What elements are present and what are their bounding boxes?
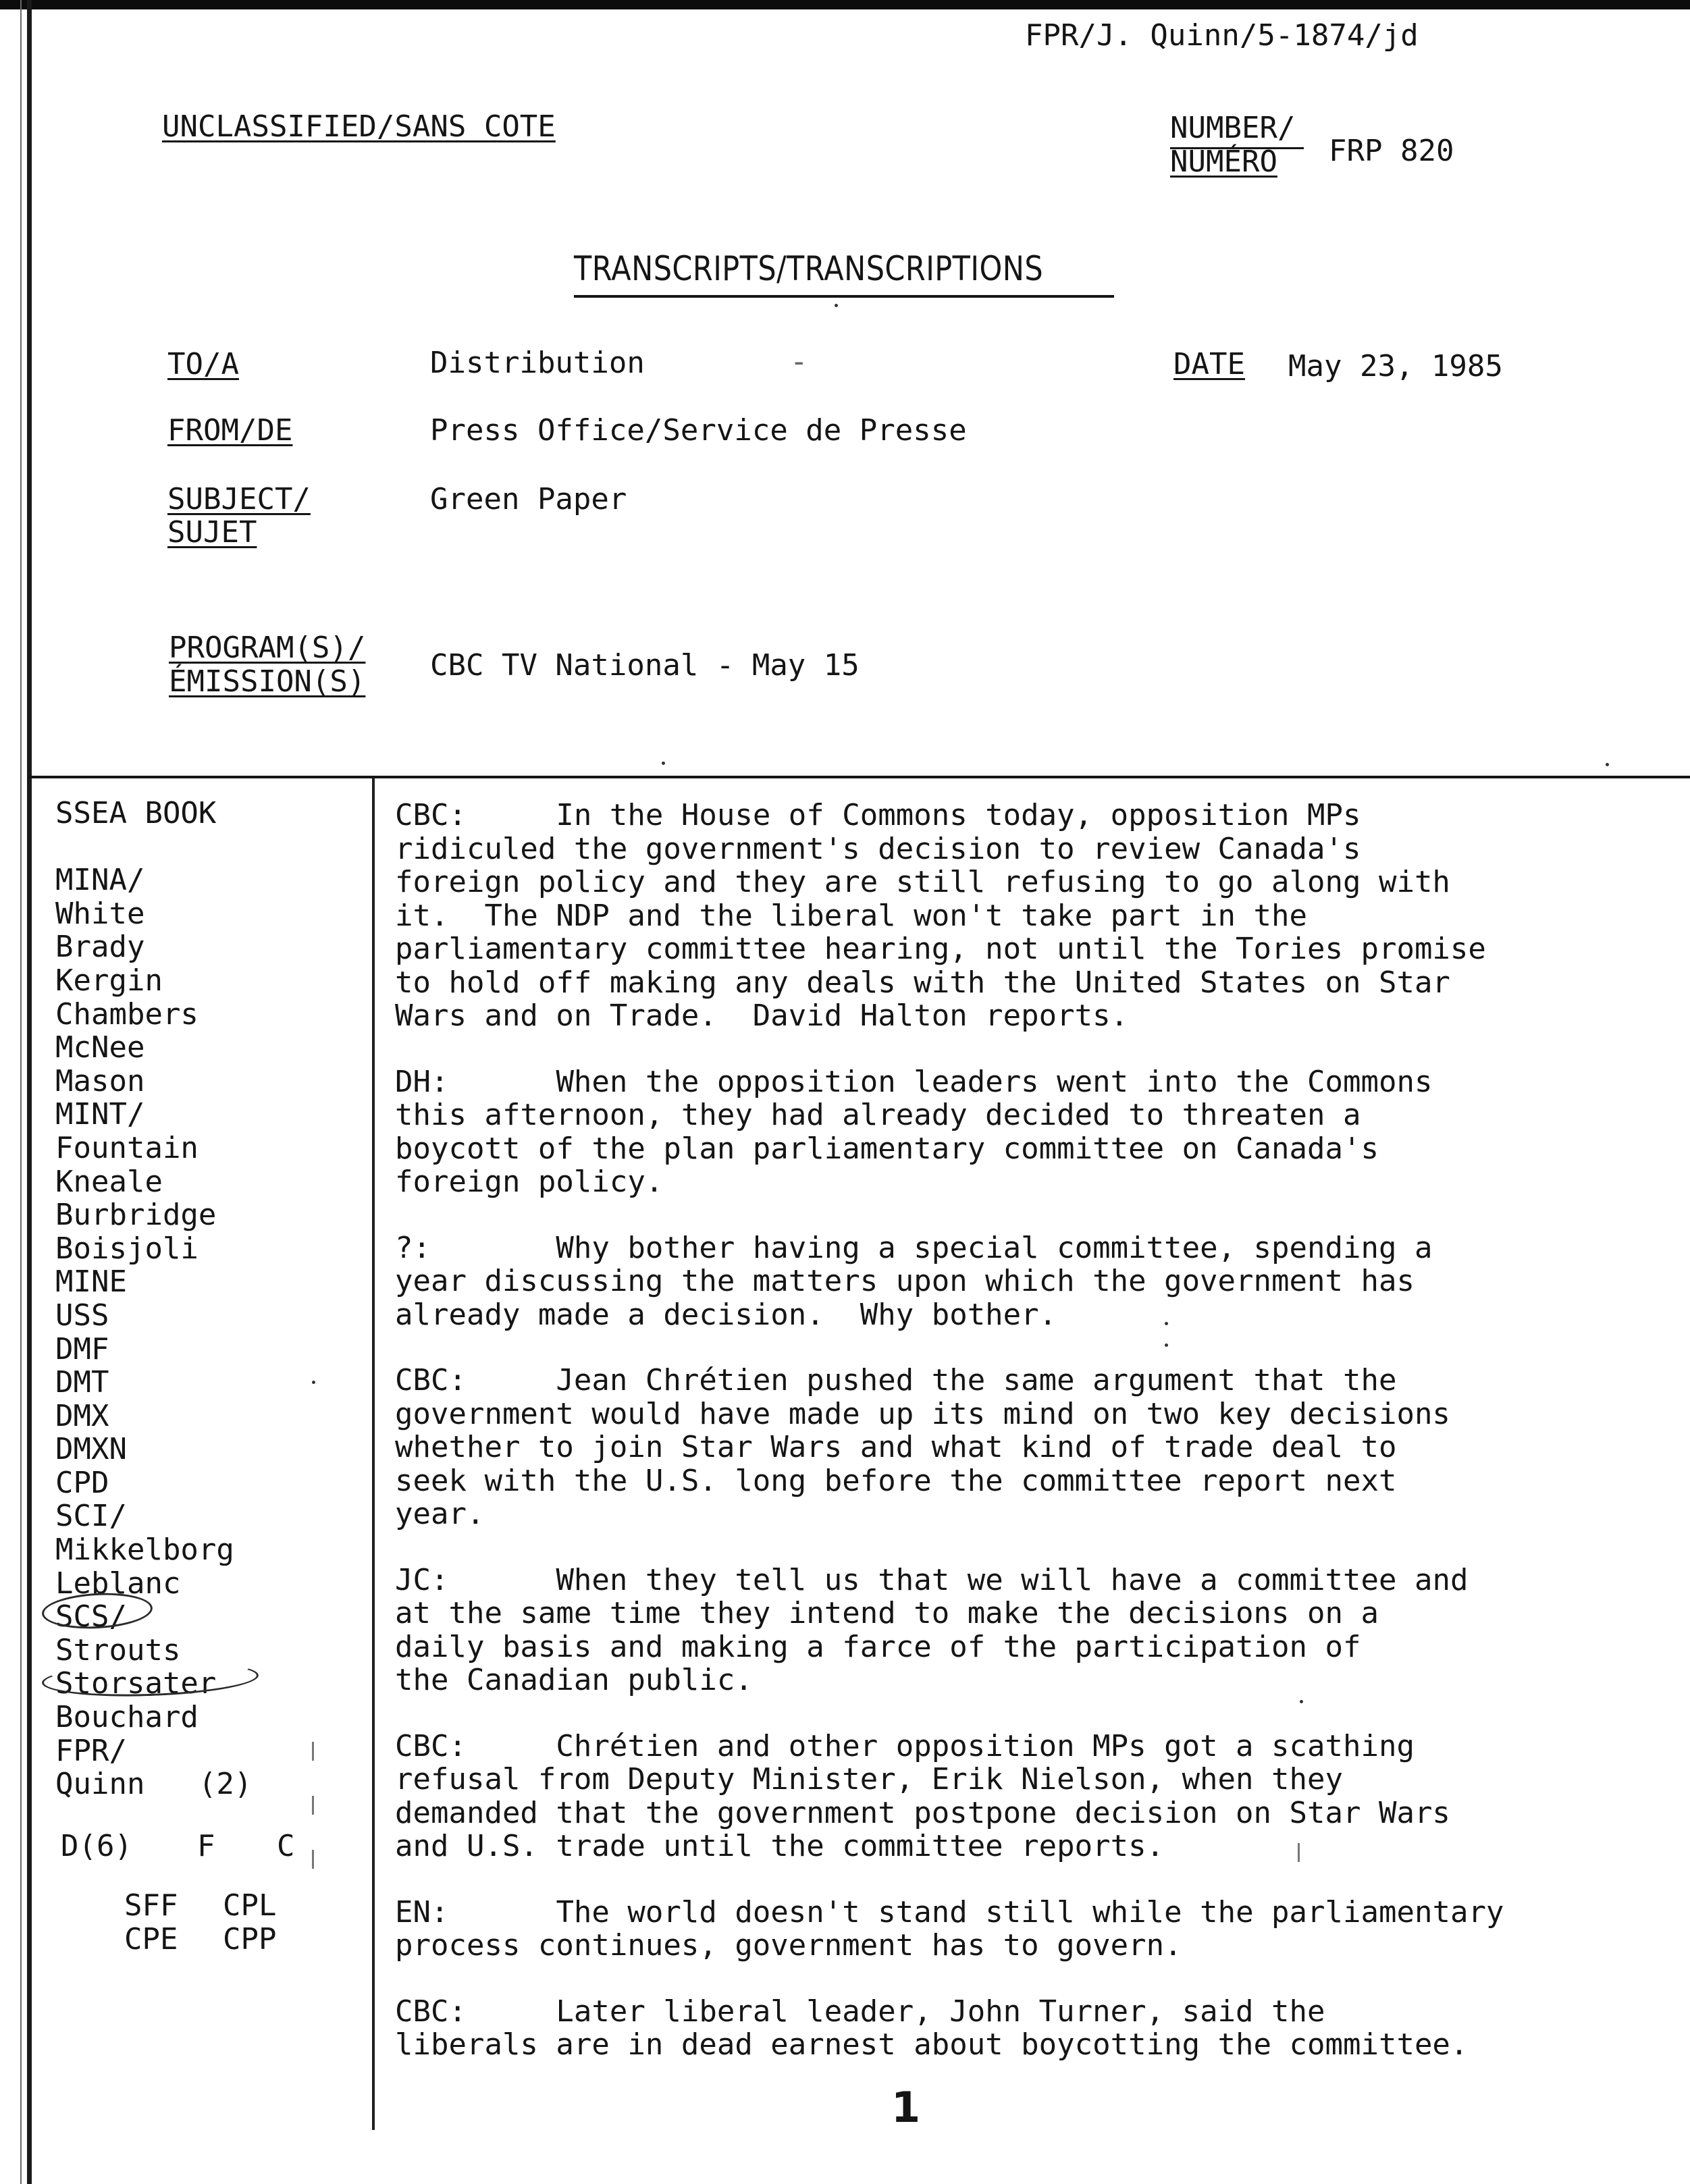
subject-value: Green Paper: [430, 482, 627, 516]
scan-speck: [1165, 1322, 1168, 1325]
distribution-name-circled: Storsater: [55, 1666, 217, 1701]
left-margin-rule: [27, 0, 32, 2184]
left-margin-rule-thin: [20, 0, 22, 2184]
transcript-line: boycott of the plan parliamentary committee on Canada's: [395, 1131, 1379, 1166]
date-label: DATE: [1173, 347, 1245, 381]
distribution-name: Bouchard: [55, 1700, 199, 1735]
speaker-label: JC:: [395, 1562, 449, 1597]
distribution-name: Brady: [55, 930, 145, 965]
distribution-name: Fountain: [55, 1130, 199, 1165]
code-c: C: [277, 1829, 295, 1863]
transcript-line: parliamentary committee hearing, not until the Tories promise: [395, 932, 1486, 966]
transcript-line: already made a decision. Why bother.: [395, 1297, 1057, 1332]
distribution-name-circled: SCS/: [55, 1599, 127, 1634]
distribution-name: McNee: [55, 1030, 145, 1065]
scan-speck: [1165, 1343, 1168, 1347]
scan-mark: [1298, 1843, 1300, 1862]
transcript-paragraph: [395, 1231, 1678, 1332]
document-title: TRANSCRIPTS/TRANSCRIPTIONS: [574, 249, 1044, 288]
distribution-name: Mikkelborg: [55, 1533, 234, 1568]
distribution-heading: SSEA BOOK: [55, 796, 217, 830]
transcript-line: ridiculed the government's decision to review Canada's: [395, 831, 1361, 866]
transcript-line: demanded that the government postpone decision on Star Wars: [395, 1795, 1450, 1830]
transcript-line: at the same time they intend to make the decisions on a: [395, 1596, 1379, 1630]
transcript-line: When the opposition leaders went into the Commons: [556, 1064, 1433, 1099]
sujet-label: SUJET: [167, 515, 257, 550]
to-label: TO/A: [167, 347, 239, 381]
transcript-paragraph: [395, 799, 1678, 1033]
code-d6: D(6): [61, 1829, 132, 1863]
transcript-line: this afternoon, they had already decided to threaten a: [395, 1098, 1361, 1132]
distribution-name: Mason: [55, 1063, 145, 1098]
distribution-name: CPD: [55, 1465, 109, 1500]
distribution-name: White: [55, 896, 145, 931]
numero-label: NUMÉRO: [1170, 144, 1277, 179]
distribution-name: Kergin: [55, 963, 163, 998]
transcript-line: Wars and on Trade. David Halton reports.: [395, 998, 1129, 1033]
transcript-line: In the House of Commons today, opposition MPs: [556, 798, 1361, 832]
transcript-line: year.: [395, 1497, 485, 1531]
transcript-paragraph: [395, 1564, 1678, 1697]
transcript-line: foreign policy and they are still refusing to go along with: [395, 865, 1450, 899]
title-underline: [574, 295, 1114, 298]
transcript-paragraph: [395, 1364, 1678, 1531]
code-cpl: CPL: [223, 1888, 277, 1923]
transcript-line: refusal from Deputy Minister, Erik Nielson, when they: [395, 1762, 1343, 1796]
document-number: FRP 820: [1329, 134, 1454, 168]
transcript-paragraph: [395, 1065, 1678, 1199]
transcript-line: and U.S. trade until the committee reports.: [395, 1829, 1165, 1863]
distribution-name: Boisjoli: [55, 1231, 199, 1266]
scan-speck: [1606, 763, 1609, 766]
emission-label: ÉMISSION(S): [169, 664, 366, 699]
from-label: FROM/DE: [167, 413, 293, 448]
distribution-count: (2): [198, 1767, 253, 1802]
transcript-line: process continues, government has to govern.: [395, 1928, 1182, 1963]
column-divider: [372, 778, 375, 2130]
speaker-label: CBC:: [395, 1994, 467, 2029]
scan-mark: [312, 1850, 314, 1869]
transcript-line: Jean Chrétien pushed the same argument that the: [556, 1363, 1397, 1397]
transcript-line: liberals are in dead earnest about boycotting the committee.: [395, 2027, 1469, 2062]
classification: UNCLASSIFIED/SANS COTE: [162, 109, 556, 144]
scan-mark: [312, 1742, 314, 1761]
section-divider: [27, 776, 1690, 778]
scan-speck: [1300, 1700, 1303, 1703]
speaker-label: CBC:: [395, 1728, 467, 1763]
speaker-label: CBC:: [395, 798, 467, 832]
code-cpe: CPE: [124, 1922, 178, 1956]
distribution-name: Chambers: [55, 996, 199, 1032]
scan-speck: [662, 762, 665, 765]
transcript-line: The world doesn't stand still while the parliamentary: [556, 1894, 1504, 1929]
code-f: F: [197, 1829, 215, 1863]
transcript-line: government would have made up its mind on two key decisions: [395, 1396, 1450, 1431]
distribution-quinn-row: [55, 1767, 252, 1801]
distribution-name: DMXN: [55, 1432, 127, 1467]
transcript-paragraph: [395, 1896, 1678, 1963]
distribution-name: USS: [55, 1298, 109, 1333]
distribution-name: FPR/: [55, 1733, 127, 1768]
distribution-name: Strouts: [55, 1632, 181, 1668]
scan-speck: [835, 304, 838, 307]
transcript-line: it. The NDP and the liberal won't take part in the: [395, 898, 1308, 933]
scan-mark: [312, 1796, 314, 1815]
speaker-label: EN:: [395, 1894, 449, 1929]
from-value: Press Office/Service de Presse: [430, 413, 967, 448]
transcript-paragraph: [395, 1995, 1678, 2062]
transcript-line: daily basis and making a farce of the participation of: [395, 1629, 1361, 1664]
distribution-name: DMT: [55, 1365, 109, 1400]
distribution-name: Quinn: [55, 1767, 145, 1802]
transcript-line: Chrétien and other opposition MPs got a scathing: [556, 1728, 1415, 1763]
distribution-name: MINE: [55, 1264, 127, 1300]
program-label: PROGRAM(S)/: [169, 631, 366, 665]
speaker-label: CBC:: [395, 1363, 467, 1397]
distribution-name: Kneale: [55, 1164, 163, 1199]
distribution-name: SCI/: [55, 1499, 127, 1534]
distribution-name: Leblanc: [55, 1566, 181, 1601]
page-number: 1: [891, 2083, 921, 2132]
distribution-name: MINT/: [55, 1097, 145, 1132]
transcript-line: Why bother having a special committee, spending a: [556, 1230, 1433, 1265]
code-cpp: CPP: [223, 1922, 277, 1956]
to-value: Distribution: [430, 346, 645, 380]
distribution-name: DMX: [55, 1398, 109, 1433]
transcript-body: [395, 799, 1678, 2094]
to-dash: -: [790, 344, 808, 379]
transcript-paragraph: [395, 1730, 1678, 1863]
distribution-name: Burbridge: [55, 1198, 217, 1233]
transcript-line: to hold off making any deals with the United States on Star: [395, 965, 1450, 1000]
number-label: NUMBER/: [1170, 111, 1296, 145]
transcript-line: When they tell us that we will have a committee and: [556, 1562, 1469, 1597]
distribution-name: DMF: [55, 1331, 109, 1366]
speaker-label: ?:: [395, 1230, 431, 1265]
scan-speck: [312, 1381, 315, 1384]
code-sff: SFF: [124, 1888, 178, 1923]
distribution-list: [55, 797, 252, 1801]
distribution-spacer: [55, 830, 252, 864]
transcript-line: whether to join Star Wars and what kind of trade deal to: [395, 1430, 1397, 1464]
transcript-line: Later liberal leader, John Turner, said the: [556, 1994, 1325, 2029]
transcript-line: year discussing the matters upon which the government has: [395, 1264, 1415, 1298]
speaker-label: DH:: [395, 1064, 449, 1099]
date-value: May 23, 1985: [1288, 349, 1503, 383]
program-value: CBC TV National - May 15: [430, 648, 860, 683]
file-reference: FPR/J. Quinn/5-1874/jd: [1025, 18, 1419, 53]
distribution-name: MINA/: [55, 863, 145, 898]
transcript-line: seek with the U.S. long before the committee report next: [395, 1463, 1397, 1498]
transcript-line: foreign policy.: [395, 1165, 664, 1199]
subject-label: SUBJECT/: [167, 482, 311, 516]
top-border-rule: [0, 0, 1690, 9]
transcript-line: the Canadian public.: [395, 1663, 753, 1697]
